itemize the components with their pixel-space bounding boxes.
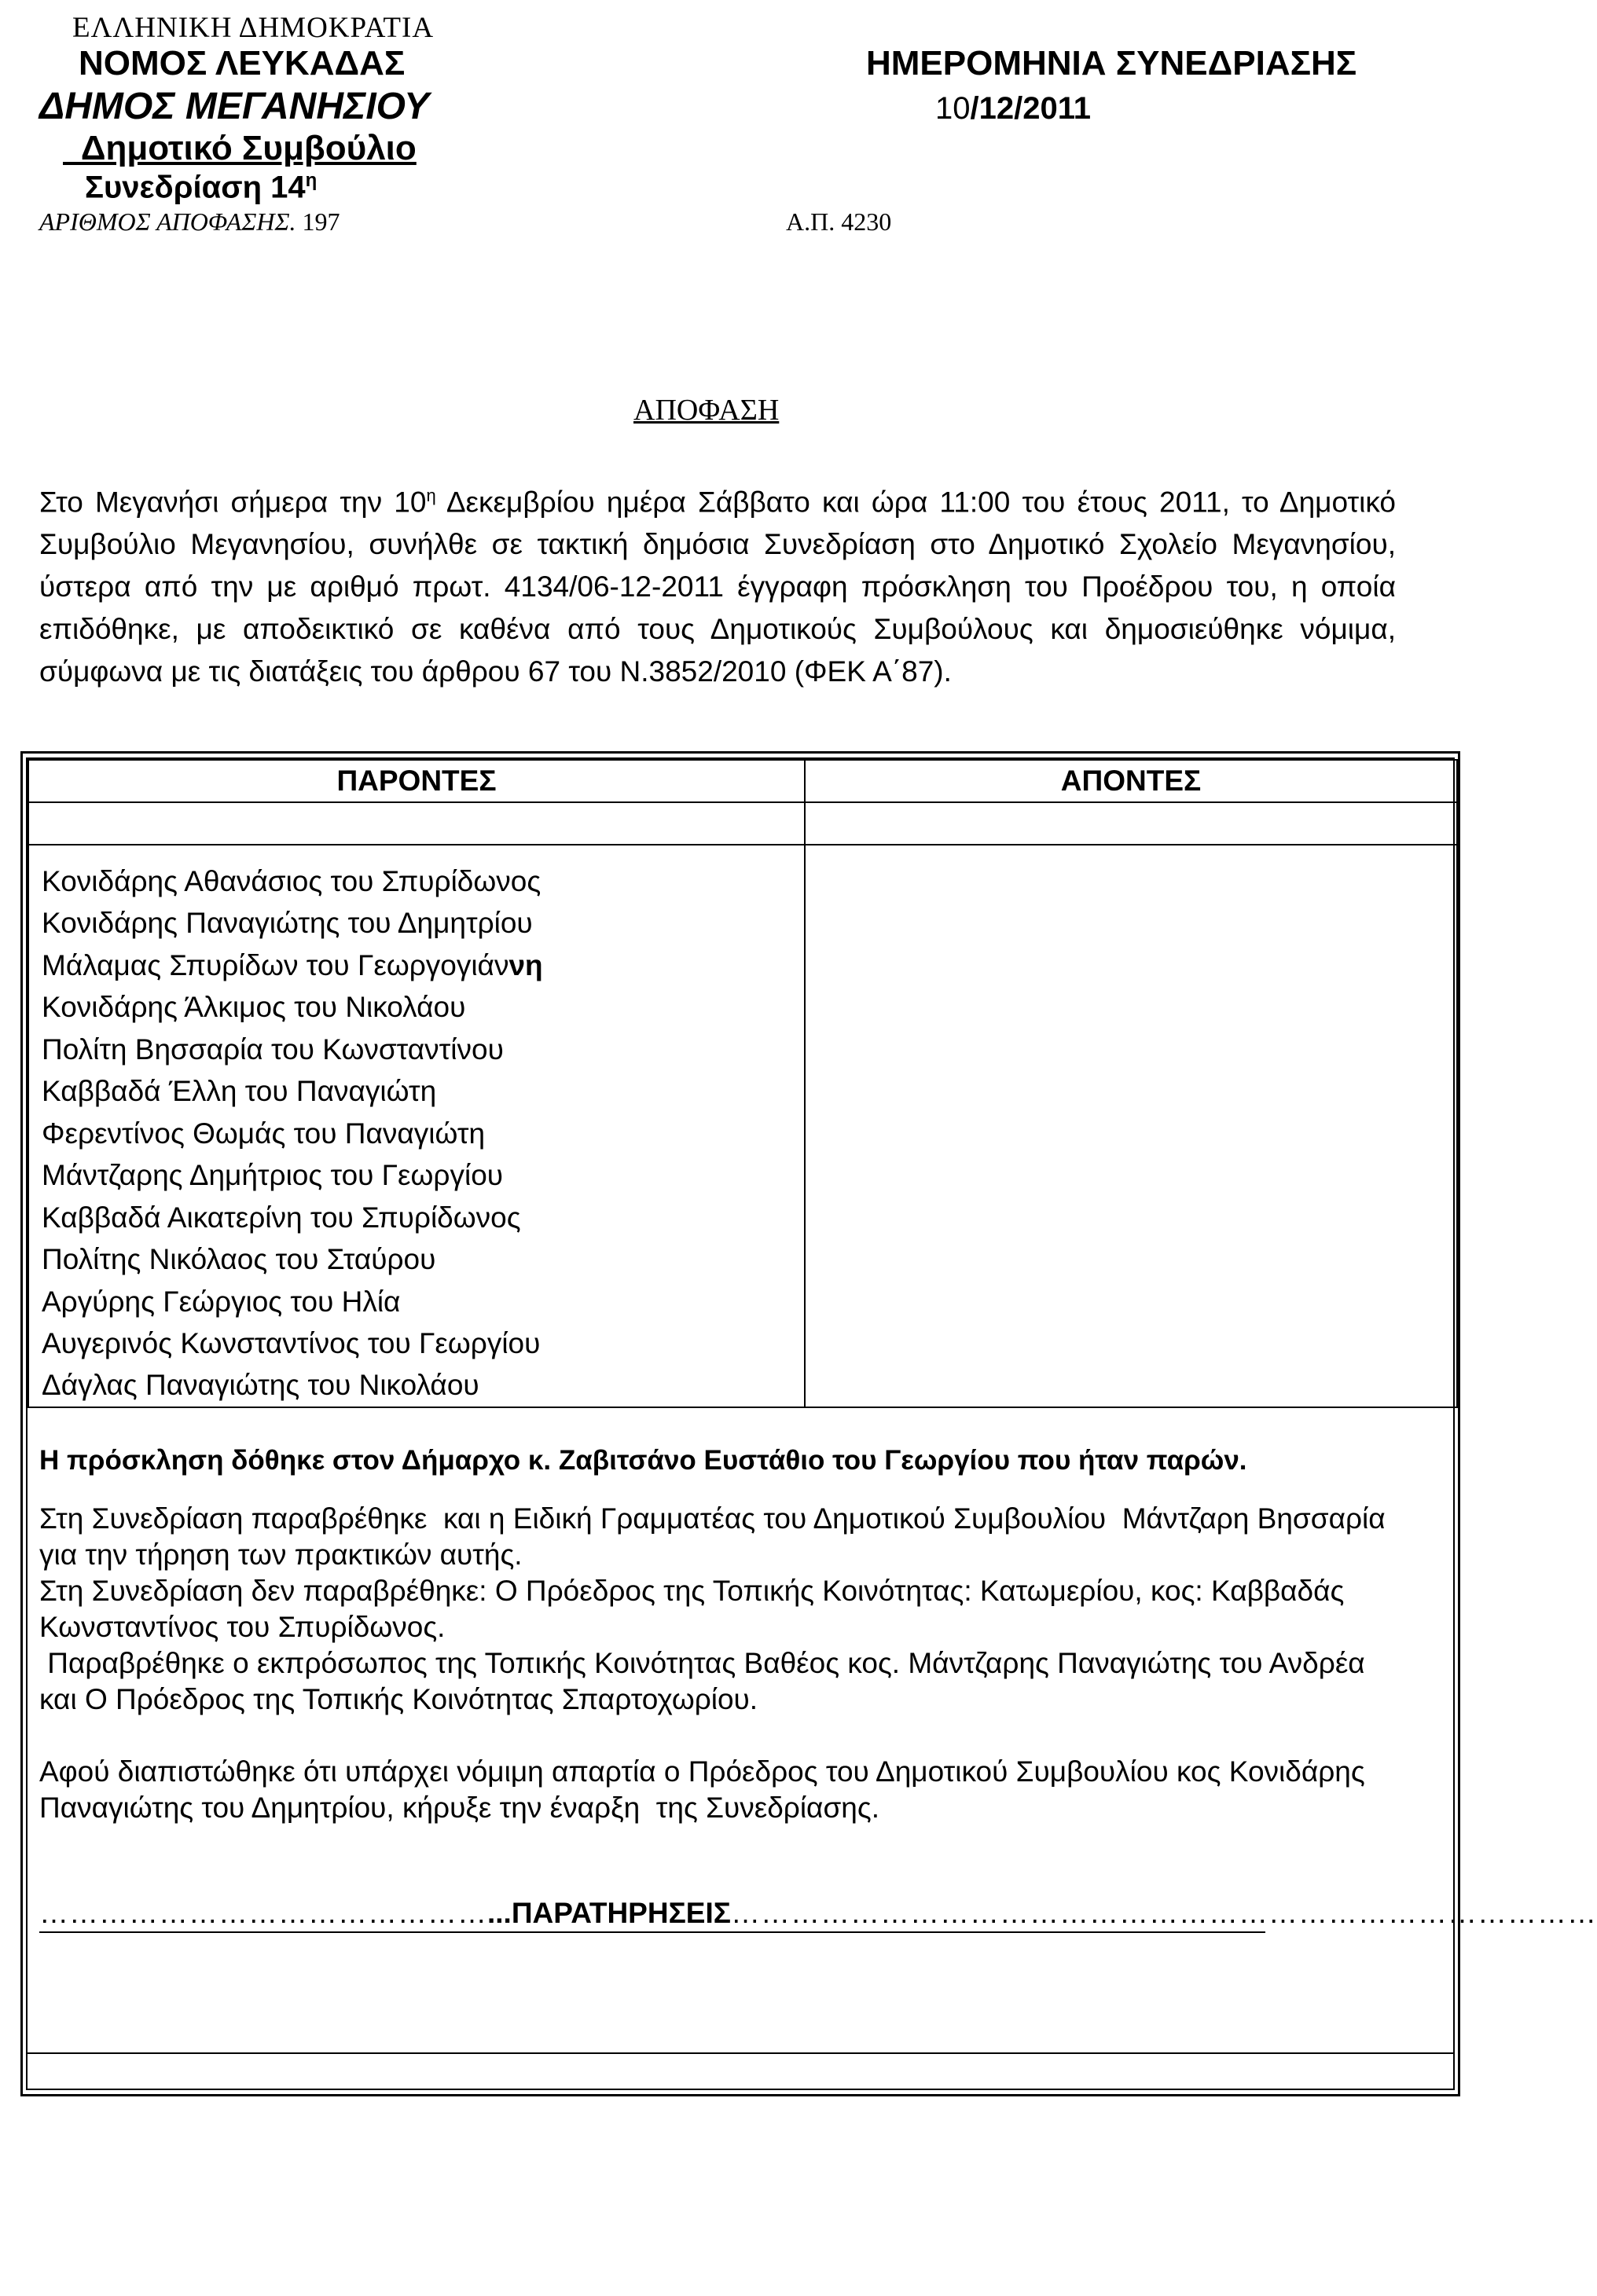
present-member: Κονιδάρης Άλκιμος του Νικολάου [28,987,805,1029]
meeting-date-rest: /12/2011 [970,91,1091,126]
present-member: Δάγλας Παναγιώτης του Νικολάου [28,1365,805,1407]
present-header: ΠΑΡΟΝΤΕΣ [28,760,805,802]
invitation-note: Η πρόσκληση δόθηκε στον Δήμαρχο κ. Ζαβιτσάνο Ευστάθιο του Γεωργίου που ήταν παρών. [39,1445,1247,1476]
attendance-spacer-row [28,845,1457,860]
meeting-date [935,91,1091,127]
header-republic: ΕΛΛΗΝΙΚΗ ΔΗΜΟΚΡΑΤΙΑ [72,12,435,44]
absent-member-empty [805,1323,1457,1366]
intro-sup: η [426,486,436,505]
table-row [28,987,1457,1029]
table-row [28,860,1457,903]
absent-blank-cell [805,802,1457,845]
present-member: Αργύρης Γεώργιος του Ηλία [28,1281,805,1323]
attendance-header-row [28,760,1457,802]
absent-spacer-cell [805,845,1457,860]
present-member: Κονιδάρης Αθανάσιος του Σπυρίδωνος [28,860,805,903]
present-spacer-cell [28,845,805,860]
absent-member-empty [805,1155,1457,1198]
remarks-dots-after: …………………………………………………………………………… [730,1897,1597,1929]
absent-member-empty [805,1071,1457,1113]
present-blank-cell [28,802,805,845]
absent-member-empty [805,1365,1457,1407]
meeting-date-day: 10 [935,91,971,126]
present-member-bold-suffix: νη [508,948,543,981]
absent-member-empty [805,1113,1457,1155]
remarks-dots-before: ……………………………………… [39,1897,487,1929]
table-row [28,1365,1457,1407]
present-member-name: Μάλαμας Σπυρίδων του Γεωργογιάν [42,948,509,981]
present-member: Φερεντίνος Θωμάς του Παναγιώτη [28,1113,805,1155]
intro-part2: Δεκεμβρίου ημέρα Σάββατο και ώρα 11:00 του έτους 2011, το Δημοτικό Συμβούλιο Μεγανησίου, συνήλθε σε τακτική δημόσια Συνεδρίαση στο Δημοτικό Σχολείο Μεγανησίου, ύστερα από την με αριθμό πρωτ. 4134/06-12-2011 έγγραφη πρόσκληση του Προέδρου του, η οποία επιδόθηκε, με αποδεικτικό σε καθένα από τους Δημοτικούς Συμβούλους και δημοσιεύθηκε νόμιμα, σύμφωνα με τις διατάξεις του άρθρου 67 του Ν.3852/2010 (ΦΕΚ Α΄87). [39,486,1397,688]
quorum-note: Αφού διαπιστώθηκε ότι υπάρχει νόμιμη απαρτία ο Πρόεδρος του Δημοτικού Συμβουλίου κος Κονιδάρης Παναγιώτης του Δημητρίου, κήρυξε την έναρξη της Συνεδρίασης. [39,1755,1373,1824]
attendance-blank-row [28,802,1457,845]
present-member: Μάντζαρης Δημήτριος του Γεωργίου [28,1155,805,1198]
absent-member-empty [805,1239,1457,1282]
absent-member-empty [805,903,1457,945]
meeting-date-label: ΗΜΕΡΟΜΗΝΙΑ ΣΥΝΕΔΡΙΑΣΗΣ [866,44,1357,83]
intro-part1: Στο Μεγανήσι σήμερα την 10 [39,486,427,519]
table-row [28,944,1457,987]
header-municipality: ΔΗΜΟΣ ΜΕΓΑΝΗΣΙΟΥ [39,86,430,127]
absent-member-empty [805,1029,1457,1071]
present-member: Πολίτης Νικόλαος του Σταύρου [28,1239,805,1282]
decision-number-value: 197 [302,207,340,236]
absent-member-empty [805,1197,1457,1239]
table-row [28,1071,1457,1113]
table-row [28,1323,1457,1366]
present-member: Κονιδάρης Παναγιώτης του Δημητρίου [28,903,805,945]
present-member [28,944,805,987]
table-row [28,1155,1457,1198]
table-row [28,1113,1457,1155]
attendance-table [28,759,1458,1408]
absent-member-empty [805,860,1457,903]
decision-number-label: ΑΡΙΘΜΟΣ ΑΠΟΦΑΣΗΣ. [39,207,296,236]
absent-member-empty [805,987,1457,1029]
table-row [28,1029,1457,1071]
table-row [28,1239,1457,1282]
absent-member-empty [805,1281,1457,1323]
table-row [28,903,1457,945]
decision-title: ΑΠΟΦΑΣΗ [633,394,780,427]
present-member: Αυγερινός Κωνσταντίνος του Γεωργίου [28,1323,805,1366]
protocol-number: Α.Π. 4230 [786,207,892,236]
remarks-line [39,1895,1597,1933]
absent-header: ΑΠΟΝΤΕΣ [805,760,1457,802]
remarks-label: ...ΠΑΡΑΤΗΡΗΣΕΙΣ [487,1897,731,1929]
present-member: Καββαδά Αικατερίνη του Σπυρίδωνος [28,1197,805,1239]
session-label: Συνεδρίαση 14 [85,170,306,205]
session-sup: η [305,170,318,191]
decision-number [39,207,340,237]
attended-note: Παραβρέθηκε ο εκπρόσωπος της Τοπικής Κοινότητας Βαθέος κος. Μάντζαρης Παναγιώτης του Ανδρέα και Ο Πρόεδρος της Τοπικής Κοινότητας Σπαρτοχωρίου. [39,1647,1373,1715]
table-row [28,1281,1457,1323]
present-member: Πολίτη Βησσαρία του Κωνσταντίνου [28,1029,805,1071]
header-council: Δημοτικό Συμβούλιο [63,129,417,167]
secretary-note: Στη Συνεδρίαση παραβρέθηκε και η Ειδική Γραμματέας του Δημοτικού Συμβουλίου Μάντζαρη Βησσαρία για την τήρηση των πρακτικών αυτής. [39,1502,1393,1571]
intro-paragraph [39,475,1396,693]
not-attended-note: Στη Συνεδρίαση δεν παραβρέθηκε: Ο Πρόεδρος της Τοπικής Κοινότητας: Κατωμερίου, κος: Καββαδάς Κωνσταντίνος του Σπυρίδωνος. [39,1575,1353,1643]
header-prefecture: ΝΟΜΟΣ ΛΕΥΚΑΔΑΣ [79,44,406,83]
table-row [28,1197,1457,1239]
present-member: Καββαδά Έλλη του Παναγιώτη [28,1071,805,1113]
bottom-band-divider [28,2052,1453,2054]
header-session [85,170,317,205]
absent-member-empty [805,944,1457,987]
